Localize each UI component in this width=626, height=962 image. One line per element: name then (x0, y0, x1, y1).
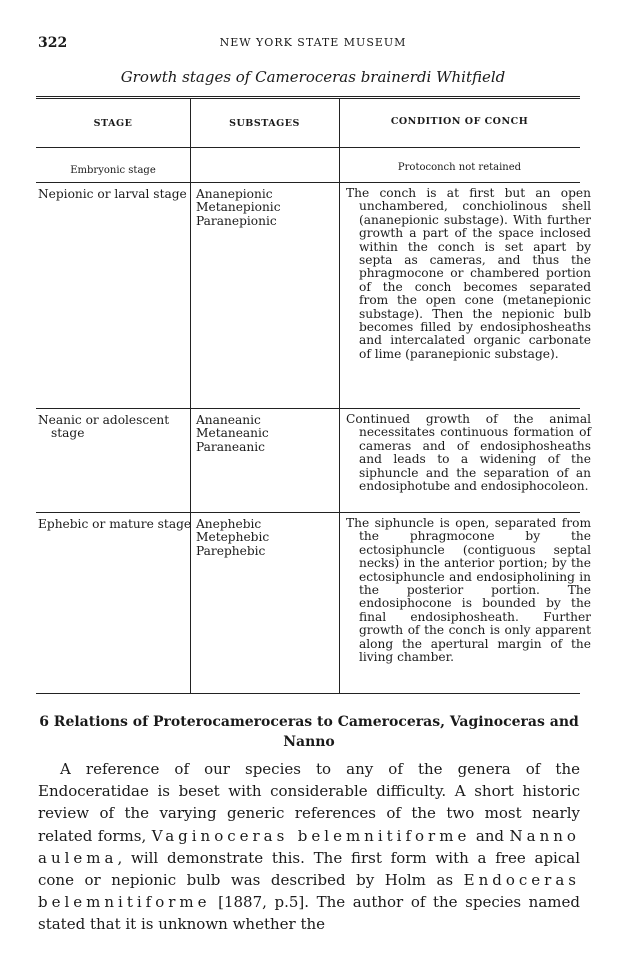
page-number: 322 (38, 35, 68, 51)
substage-item: Anephebic (196, 517, 262, 531)
stage-embryonic: Embryonic stage (70, 165, 156, 176)
substage-item: Paranepionic (196, 213, 277, 228)
column-header-stage: STAGE (93, 118, 133, 129)
stage-nepionic: Nepionic or larval stage (38, 187, 187, 201)
section-heading: 6 Relations of Proterocameroceras to Cameroceras, Vaginoceras and Nanno (39, 714, 579, 750)
condition-neanic: Continued growth of the animal necessitates continuous formation of cameras and of endosiphosheaths and leads to a widening of the siphuncle and the separation of an endosiphotube and endosiphocoleon. (346, 412, 591, 494)
substage-item: Ananeanic (196, 413, 261, 427)
substages-nepionic (196, 188, 336, 228)
condition-ephebic: The siphuncle is open, separated from the phragmocone by the ectosiphuncle (contiguous septal necks) in the anterior portion; by the ectosiphuncle and endosipholining in the posterior portion. The endosiphocone is bounded by the final endosiphosheath. Further growth of the conch is only apparent along the apertural margin of the living chamber. (346, 516, 591, 665)
column-divider-2 (339, 99, 340, 693)
table-top-rule-2 (36, 98, 580, 99)
taxon-name: Endoceras belemnitiforme (38, 871, 580, 912)
body-paragraph (38, 758, 580, 936)
substage-item: Metephebic (196, 530, 270, 545)
para-text: and (475, 826, 505, 845)
stage-ephebic: Ephebic or mature stage (38, 517, 192, 531)
substage-item: Metanepionic (196, 200, 281, 215)
row-rule-3 (36, 512, 580, 513)
table-caption: Growth stages of Cameroceras brainerdi Whitfield (120, 68, 506, 86)
taxon-name: Vaginoceras belemnitiforme (151, 826, 471, 845)
header-rule (36, 147, 580, 148)
para-text: , will demonstrate this. The first form with a free apical cone or nepionic bulb was described by Holm as (38, 848, 580, 890)
substages-ephebic (196, 518, 336, 558)
table-bottom-rule (36, 693, 580, 694)
running-title: NEW YORK STATE MUSEUM (219, 36, 407, 49)
condition-nepionic: The conch is at first but an open unchambered, conchiolinous shell (ananepionic substage). With further growth a part of the space inclosed within the conch is set apart by septa as cameras, and thus the phragmocone or chambered portion of the conch becomes separated from the open cone (metanepionic substage). Then the nepionic bulb becomes filled by endosiphosheaths and intercalated organic carbonate of lime (paranepionic substage). (346, 186, 591, 361)
substage-item: Paraneanic (196, 439, 265, 454)
taxon-name: Nanno aulema (38, 826, 580, 867)
substage-item: Ananepionic (196, 187, 273, 201)
condition-embryonic: Protoconch not retained (397, 162, 522, 173)
table-top-rule (36, 96, 580, 97)
substage-item: Metaneanic (196, 426, 269, 441)
stage-neanic: Neanic or adolescent stage (38, 413, 170, 441)
row-rule-1 (36, 182, 580, 183)
substages-neanic (196, 414, 336, 454)
para-text: [1887, p.5]. The author of the species named stated that it is unknown whether the (38, 893, 580, 934)
para-text: A reference of our species to any of the genera of the Endoceratidae is beset with considerable difficulty. A short historic review of the varying generic references of the two most nearly related forms, (38, 760, 580, 845)
substage-item: Parephebic (196, 543, 266, 558)
column-header-substages: SUBSTAGES (229, 118, 300, 129)
row-rule-2 (36, 408, 580, 409)
column-header-condition: CONDITION OF CONCH (390, 116, 529, 127)
